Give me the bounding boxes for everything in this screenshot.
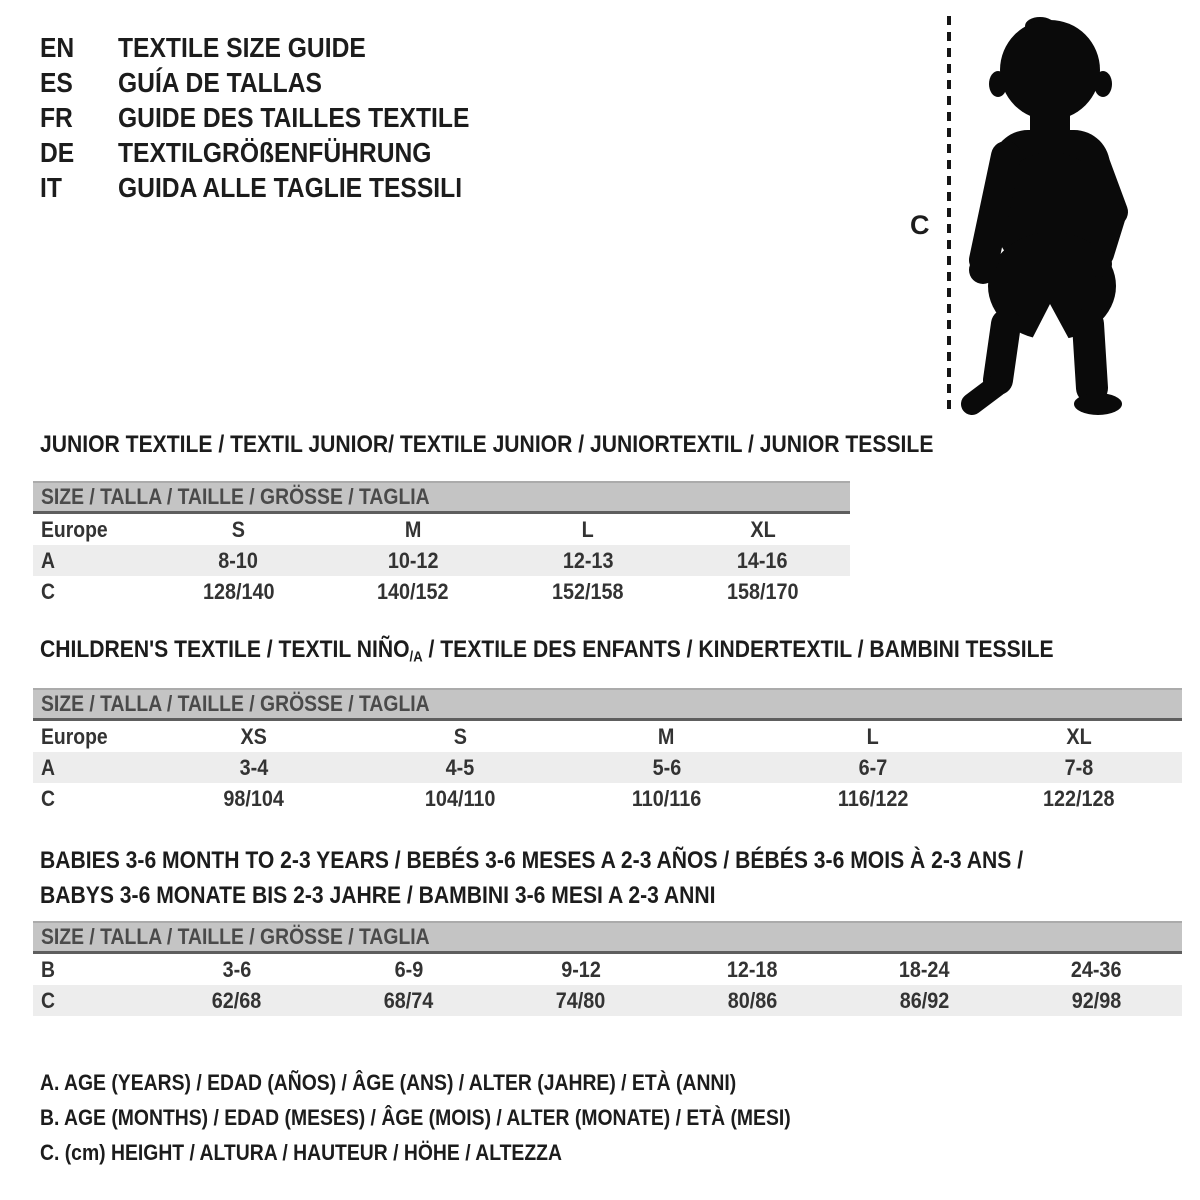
cell: M (658, 723, 675, 749)
row-label: A (41, 547, 55, 573)
cell: 104/110 (425, 785, 496, 811)
cell: 14-16 (737, 547, 788, 573)
cell: 7-8 (1064, 754, 1094, 780)
cell: 116/122 (837, 785, 908, 811)
cell: 12-13 (562, 547, 614, 573)
cell: 80/86 (727, 987, 778, 1013)
cell: XS (240, 723, 268, 749)
language-label: TEXTILE SIZE GUIDE (118, 31, 366, 63)
cell: 12-18 (727, 956, 778, 982)
cell: 62/68 (212, 987, 262, 1013)
cell: 74/80 (555, 987, 606, 1013)
language-code: IT (40, 171, 62, 203)
babies-title-line1: BABIES 3-6 MONTH TO 2-3 YEARS / BEBÉS 3-6 MESES A 2-3 AÑOS / BÉBÉS 3-6 MOIS À 2-3 ANS / (40, 847, 1024, 874)
legend-line-b: B. AGE (MONTHS) / EDAD (MESES) / ÂGE (MOIS) / ALTER (MONATE) / ETÀ (MESI) (40, 1104, 791, 1130)
babies-section-title (40, 843, 1157, 913)
row-label: Europe (41, 723, 108, 749)
children-size-table (33, 688, 1182, 814)
subscript: /A (409, 649, 423, 666)
babies-title-line2: BABYS 3-6 MONATE BIS 2-3 JAHRE / BAMBINI 3-6 MESI A 2-3 ANNI (40, 882, 716, 909)
table-row-age-months (33, 954, 1182, 985)
row-label: C (41, 578, 55, 604)
cell: XL (1066, 723, 1092, 749)
cell: 128/140 (202, 578, 275, 604)
legend (40, 1065, 893, 1170)
cell: 152/158 (552, 578, 624, 604)
legend-line-c: C. (cm) HEIGHT / ALTURA / HAUTEUR / HÖHE / ALTEZZA (40, 1139, 562, 1165)
cell: 92/98 (1071, 987, 1121, 1013)
language-label: GUIDA ALLE TAGLIE TESSILI (118, 171, 463, 203)
children-section-title: CHILDREN'S TEXTILE / TEXTIL $NIÑO_{/A}$ / TEXTILE DES ENFANTS / KINDERTEXTIL / BAMBINI TESSILE (40, 636, 1054, 666)
cell: 8-10 (218, 547, 259, 573)
language-code: ES (40, 66, 73, 98)
junior-section-title: JUNIOR TEXTILE / TEXTIL JUNIOR/ TEXTILE JUNIOR / JUNIORTEXTIL / JUNIOR TESSILE (40, 431, 934, 458)
language-label: GUÍA DE TALLAS (118, 66, 322, 98)
cell: 3-6 (222, 956, 252, 982)
row-label: A (41, 754, 55, 780)
language-row-es (40, 65, 517, 100)
row-label: B (41, 956, 55, 982)
cell: XL (749, 516, 776, 542)
row-label: C (41, 785, 55, 811)
table-row-height (33, 985, 1182, 1016)
cell: 98/104 (223, 785, 285, 811)
table-row-age (33, 545, 850, 576)
table-row-europe (33, 514, 850, 545)
cell: M (404, 516, 422, 542)
language-list (40, 30, 517, 205)
babies-size-table (33, 921, 1182, 1016)
language-label: GUIDE DES TAILLES TEXTILE (118, 101, 470, 133)
cell: 24-36 (1070, 956, 1122, 982)
cell: 140/152 (377, 578, 449, 604)
language-row-it (40, 170, 517, 205)
table-row-age (33, 752, 1182, 783)
height-dash-line (947, 16, 951, 416)
language-row-fr (40, 100, 517, 135)
language-label: TEXTILGRÖßENFÜHRUNG (118, 136, 432, 168)
language-code: DE (40, 136, 75, 168)
cell: 6-9 (394, 956, 424, 982)
size-header-bar: SIZE / TALLA / TAILLE / GRÖSSE / TAGLIA (33, 481, 850, 514)
cell: 122/128 (1043, 785, 1115, 811)
size-header-bar: SIZE / TALLA / TAILLE / GRÖSSE / TAGLIA (33, 921, 1182, 954)
cell: 110/116 (631, 785, 702, 811)
cell: 6-7 (858, 754, 888, 780)
cell: 5-6 (652, 754, 681, 780)
language-code: EN (40, 31, 75, 63)
legend-line-a: A. AGE (YEARS) / EDAD (AÑOS) / ÂGE (ANS) / ALTER (JAHRE) / ETÀ (ANNI) (40, 1069, 737, 1095)
cell: 86/92 (899, 987, 949, 1013)
row-label: Europe (41, 516, 108, 542)
table-row-europe (33, 721, 1182, 752)
table-row-height (33, 783, 1182, 814)
cell: L (866, 723, 879, 749)
language-row-en (40, 30, 517, 65)
baby-silhouette-icon (960, 14, 1138, 416)
junior-size-table (33, 481, 850, 607)
cell: S (231, 516, 245, 542)
language-code: FR (40, 101, 73, 133)
language-row-de (40, 135, 517, 170)
size-header-bar: SIZE / TALLA / TAILLE / GRÖSSE / TAGLIA (33, 688, 1182, 721)
cell: 9-12 (560, 956, 601, 982)
cell: S (453, 723, 467, 749)
row-label: C (41, 987, 55, 1013)
height-measure-label: C (910, 210, 930, 240)
cell: 158/170 (726, 578, 799, 604)
cell: L (581, 516, 594, 542)
table-row-height (33, 576, 850, 607)
cell: 68/74 (383, 987, 434, 1013)
cell: 4-5 (445, 754, 475, 780)
cell: 10-12 (387, 547, 439, 573)
cell: 3-4 (239, 754, 269, 780)
cell: 18-24 (898, 956, 950, 982)
